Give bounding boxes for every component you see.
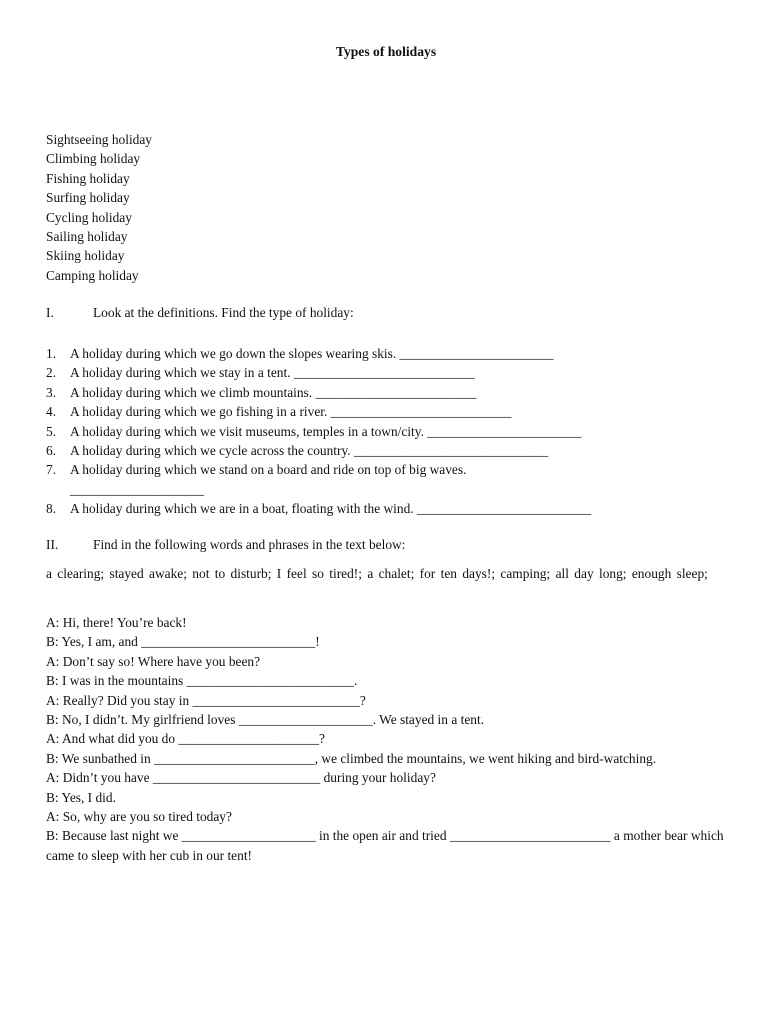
section-number: II. (46, 537, 59, 552)
dialogue-text (46, 613, 726, 865)
dialogue-line: B: We sunbathed in ________________________, we climbed the mountains, we went hiking and bird-watching. (46, 750, 657, 766)
section-2-heading (46, 537, 405, 553)
dialogue-line: B: Because last night we ____________________ in the open air and tried ________________________ a mother bear which came to sleep with her cub in our tent! (46, 828, 724, 863)
definition-item-answer-line (46, 480, 726, 499)
item-number: 7. (46, 462, 57, 478)
definition-item (46, 383, 726, 402)
list-item: Climbing holiday (46, 151, 141, 167)
definition-item (46, 402, 726, 421)
dialogue-line: B: Yes, I am, and __________________________! (46, 634, 320, 650)
dialogue-line: A: And what did you do _____________________? (46, 731, 325, 747)
item-number: 5. (46, 423, 57, 439)
definition-item (46, 344, 726, 363)
dialogue-line: A: Hi, there! You’re back! (46, 615, 187, 630)
section-1-heading (46, 305, 354, 321)
word-bank: a clearing; stayed awake; not to disturb; I feel so tired!; a chalet; for ten days!; camping; all day long; enough sleep; (46, 566, 708, 581)
section-number: I. (46, 305, 54, 320)
definition-item (46, 441, 726, 460)
dialogue-line: A: Don’t say so! Where have you been? (46, 653, 261, 669)
definition-item (46, 363, 726, 382)
section-instruction: Find in the following words and phrases in the text below: (93, 537, 406, 552)
item-number: 2. (46, 365, 57, 381)
dialogue-line: B: No, I didn’t. My girlfriend loves ____________________. We stayed in a tent. (46, 712, 485, 728)
dialogue-line: B: I was in the mountains _________________________. (46, 673, 358, 689)
list-item: Cycling holiday (46, 209, 132, 225)
item-number: 6. (46, 443, 57, 459)
list-item: Surfing holiday (46, 190, 130, 206)
dialogue-line: B: Yes, I did. (46, 789, 116, 805)
item-text: A holiday during which we climb mountains. ________________________ (70, 384, 477, 400)
dialogue-line: A: So, why are you so tired today? (46, 809, 232, 825)
list-item: Sailing holiday (46, 229, 128, 245)
definition-item (46, 422, 726, 441)
list-item: Fishing holiday (46, 170, 130, 186)
item-text: A holiday during which we stand on a board and ride on top of big waves. (70, 462, 467, 478)
holiday-types-list (46, 130, 152, 285)
page-title: Types of holidays (335, 44, 437, 59)
dialogue-line: A: Really? Did you stay in _________________________? (46, 692, 366, 708)
item-number: 3. (46, 384, 57, 400)
item-text: A holiday during which we go down the slopes wearing skis. _______________________ (70, 346, 554, 361)
list-item: Sightseeing holiday (46, 132, 153, 147)
dialogue-line: A: Didn’t you have _________________________ during your holiday? (46, 770, 436, 786)
item-number: 8. (46, 501, 57, 517)
item-text: A holiday during which we are in a boat, floating with the wind. __________________________ (70, 501, 592, 517)
item-text: A holiday during which we stay in a tent. ___________________________ (70, 365, 475, 381)
definitions-list (46, 344, 726, 519)
section-instruction: Look at the definitions. Find the type of holiday: (93, 305, 354, 320)
item-text: A holiday during which we go fishing in a river. ___________________________ (70, 404, 512, 420)
definition-item (46, 499, 726, 518)
list-item: Camping holiday (46, 267, 139, 283)
item-text: A holiday during which we cycle across the country. _____________________________ (70, 443, 549, 459)
definition-item (46, 460, 726, 479)
list-item: Skiing holiday (46, 248, 125, 264)
item-text: A holiday during which we visit museums, temples in a town/city. _______________________ (70, 423, 582, 439)
item-number: 4. (46, 404, 57, 420)
item-text: ____________________ (70, 481, 204, 497)
item-number: 1. (46, 346, 57, 361)
